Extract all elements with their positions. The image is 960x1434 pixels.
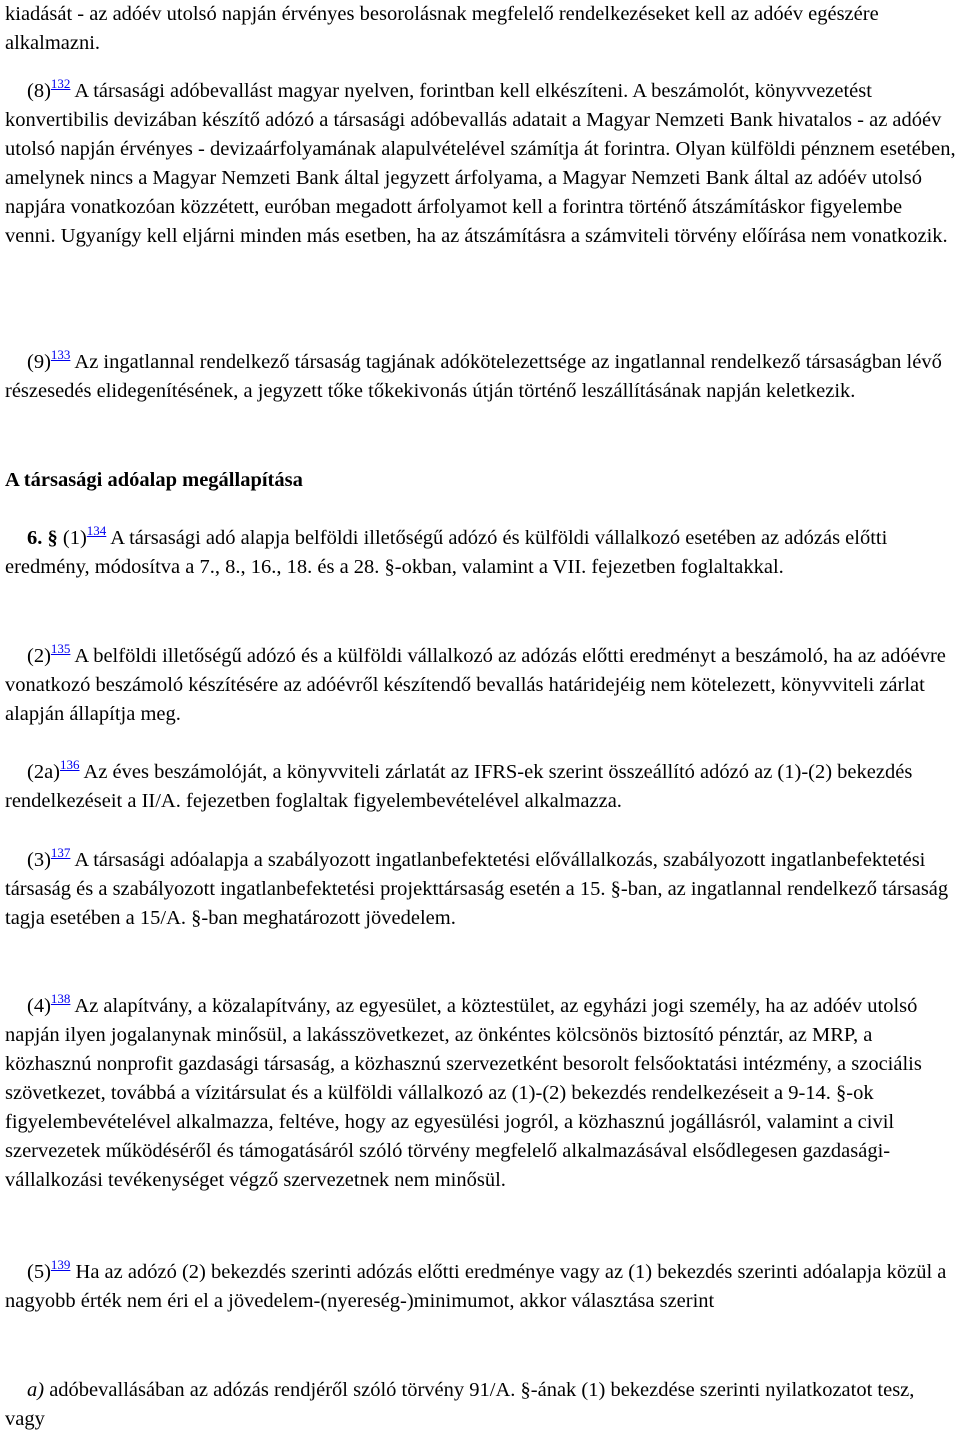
paragraph-text: adóbevallásában az adózás rendjéről szóló törvény 91/A. §-ának (1) bekezdése szerinti nyilatkozatot tesz, vagy xyxy=(5,1379,915,1430)
section-6-paragraph-2 xyxy=(5,642,957,729)
paragraph-number: (9) xyxy=(27,351,51,373)
paragraph-number: (2a) xyxy=(27,761,61,783)
section-6-paragraph-2a xyxy=(5,758,957,816)
footnote-link-134[interactable]: 134 xyxy=(86,523,107,538)
footnote-link-136[interactable]: 136 xyxy=(60,757,80,772)
paragraph-9 xyxy=(5,348,957,406)
footnote-link-137[interactable]: 137 xyxy=(50,845,71,860)
paragraph-continuation xyxy=(5,0,957,58)
section-6-paragraph-5-point-a xyxy=(5,1376,957,1434)
footnote-link-133[interactable]: 133 xyxy=(50,347,71,362)
section-heading: A társasági adóalap megállapítása xyxy=(5,469,303,491)
point-letter: a) xyxy=(27,1379,45,1401)
footnote-link-139[interactable]: 139 xyxy=(50,1257,71,1272)
paragraph-number: (2) xyxy=(27,645,51,667)
section-6-paragraph-3 xyxy=(5,846,957,933)
section-6-paragraph-1 xyxy=(5,524,957,582)
paragraph-text: Az éves beszámolóját, a könyvviteli zárlatát az IFRS-ek szerint összeállító adózó az (1)-(2) bekezdés rendelkezéseit a II/A. fejezetben foglaltak figyelembevételével alkalmazza. xyxy=(5,761,913,812)
paragraph-text: A társasági adóalapja a szabályozott ingatlanbefektetési elővállalkozás, szabályozott ingatlanbefektetési társaság és a szabályozott ingatlanbefektetési projekttársaság esetén a 15. §-ban, az ingatlannal rendelkező társaság tagja esetében a 15/A. §-ban meghatározott jövedelem. xyxy=(5,849,949,929)
paragraph-text: A belföldi illetőségű adózó és a külföldi vállalkozó az adózás előtti eredményt a beszámoló, ha az adóévre vonatkozó beszámoló készítésére az adóévről készítendő bevallás határidejéig nem kötelezett, könyvviteli zárlat alapján állapítja meg. xyxy=(5,645,946,725)
footnote-link-138[interactable]: 138 xyxy=(50,991,71,1006)
section-sign: § xyxy=(47,527,58,549)
paragraph-number: (8) xyxy=(27,80,51,102)
paragraph-text: kiadását - az adóév utolsó napján érvényes besorolásnak megfelelő rendelkezéseket kell az adóév egészére alkalmazni. xyxy=(5,3,879,54)
section-6-paragraph-4 xyxy=(5,992,957,1195)
paragraph-8 xyxy=(5,77,957,251)
paragraph-number: (5) xyxy=(27,1261,51,1283)
footnote-link-135[interactable]: 135 xyxy=(50,641,71,656)
paragraph-text: A társasági adóbevallást magyar nyelven, forintban kell elkészíteni. A beszámolót, könyvvezetést konvertibilis devizában készítő adózó a társasági adóbevallás adatait a Magyar Nemzeti Bank hivatalos - az adóév utolsó napján érvényes - devizaárfolyamának alapulvételével számítja át forintra. Olyan külföldi pénznem esetében, amelynek nincs a Magyar Nemzeti Bank által jegyzett árfolyama, a Magyar Nemzeti Bank által az adóév utolsó napjára vonatkozóan közzétett, euróban megadott árfolyamot kell a forintra történő átszámításkor figyelembe venni. Ugyanígy kell eljárni minden más esetben, ha az átszámításra a számviteli törvény előírása nem vonatkozik. xyxy=(5,80,956,247)
section-number: 6. xyxy=(27,527,43,549)
paragraph-text: Az ingatlannal rendelkező társaság tagjának adókötelezettsége az ingatlannal rendelkező társaságban lévő részesedés elidegenítésének, a jegyzett tőke tőkekivonás útján történő leszállításának napján keletkezik. xyxy=(5,351,942,402)
paragraph-number: (4) xyxy=(27,995,51,1017)
paragraph-text: Ha az adózó (2) bekezdés szerinti adózás előtti eredménye vagy az (1) bekezdés szerinti adóalapja közül a nagyobb érték nem éri el a jövedelem-(nyereség-)minimumot, akkor választása szerint xyxy=(5,1261,947,1312)
footnote-link-132[interactable]: 132 xyxy=(50,76,71,91)
paragraph-number: (3) xyxy=(27,849,51,871)
paragraph-text: A társasági adó alapja belföldi illetőségű adózó és külföldi vállalkozó esetében az adózás előtti eredmény, módosítva a 7., 8., 16., 18. és a 28. §-okban, valamint a VII. fejezetben foglaltakkal. xyxy=(5,527,888,578)
paragraph-number: (1) xyxy=(62,527,87,549)
paragraph-text: Az alapítvány, a közalapítvány, az egyesület, a köztestület, az egyházi jogi személy, ha az adóév utolsó napján ilyen jogalanynak minősül, a lakásszövetkezet, az önkéntes kölcsönös biztosító pénztár, az MRP, a közhasznú nonprofit gazdasági társaság, a közhasznú szervezetként besorolt felsőoktatási intézmény, a szociális szövetkezet, továbbá a vízitársulat és a külföldi vállalkozó az (1)-(2) bekezdés rendelkezéseit a 9-14. §-ok figyelembevételével alkalmazza, feltéve, hogy az egyesülési jogról, a közhasznú jogállásról, valamint a civil szervezetek működéséről és támogatásáról szóló törvény megfelelő alkalmazásával elsődlegesen gazdasági-vállalkozási tevékenységet végző szervezetnek nem minősül. xyxy=(5,995,922,1191)
section-6-paragraph-5 xyxy=(5,1258,957,1316)
